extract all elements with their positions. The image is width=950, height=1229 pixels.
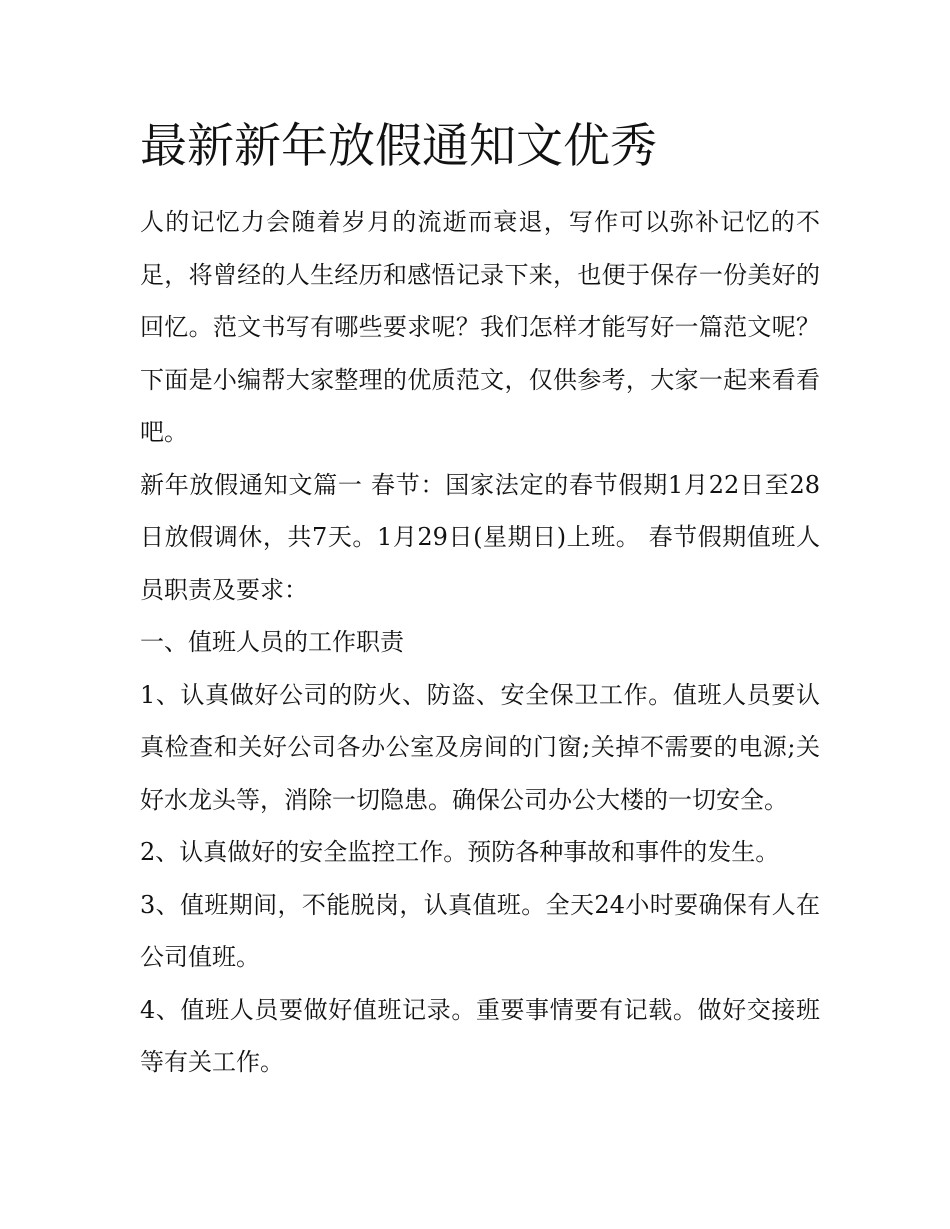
duty-item-4: 4、值班人员要做好值班记录。重要事情要有记载。做好交接班等有关工作。 xyxy=(140,995,820,1076)
document-page xyxy=(140,112,820,1089)
section-heading: 一、值班人员的工作职责 xyxy=(140,628,404,656)
duty-item-1: 1、认真做好公司的防火、防盗、安全保卫工作。值班人员要认真检查和关好公司各办公室及房间的门窗;关掉不需要的电源;关好水龙头等，消除一切隐患。确保公司办公大楼的一切安全。 xyxy=(140,680,820,814)
duty-item-3: 3、值班期间，不能脱岗，认真值班。全天24小时要确保有人在公司值班。 xyxy=(140,890,820,971)
document-title: 最新新年放假通知文优秀 xyxy=(140,119,657,174)
intro-paragraph: 人的记忆力会随着岁月的流逝而衰退，写作可以弥补记忆的不足，将曾经的人生经历和感悟记录下来，也便于保存一份美好的回忆。范文书写有哪些要求呢？我们怎样才能写好一篇范文呢？下面是小编帮大家整理的优质范文，仅供参考，大家一起来看看吧。 xyxy=(140,208,820,446)
notice-paragraph: 新年放假通知文篇一 春节：国家法定的春节假期1月22日至28日放假调休，共7天。1月29日(星期日)上班。 春节假期值班人员职责及要求： xyxy=(140,470,820,604)
duty-item-2: 2、认真做好的安全监控工作。预防各种事故和事件的发生。 xyxy=(140,838,780,866)
